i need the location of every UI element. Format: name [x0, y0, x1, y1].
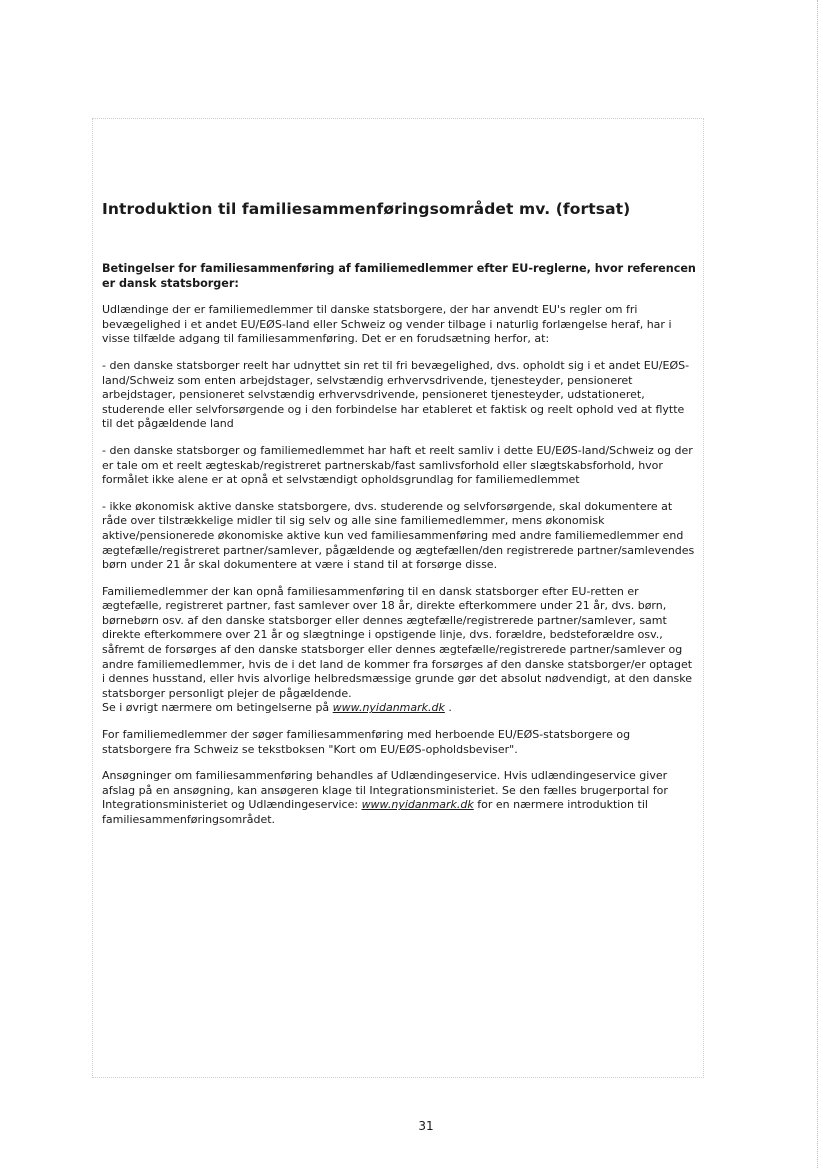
document-body — [102, 200, 698, 840]
page-title: Introduktion til familiesammenføringsområdet mv. (fortsat) — [102, 200, 631, 218]
condition-bullet-2: - den danske statsborger og familiemedlemmet har haft et reelt samliv i dette EU/EØS-land/Schweiz og der er tale om et reelt ægteskab/registreret partnerskab/fast samlivsforhold eller slægtskabsforhold, hvor formålet ikke alene er at opnå et selvstændigt opholdsgrundlag for familiemedlemmet — [102, 443, 693, 487]
intro-paragraph: Udlændinge der er familiemedlemmer til danske statsborgere, der har anvendt EU's regler om fri bevægelighed i et andet EU/EØS-land eller Schweiz og vender tilbage i naturlig forlængelse heraf, har i visse tilfælde adgang til familiesammenføring. Det er en forudsætning herfor, at: — [102, 303, 672, 346]
family-members-paragraph: Familiemedlemmer der kan opnå familiesammenføring til en dansk statsborger efter EU-retten er ægtefælle, registreret partner, fast samlever over 18 år, direkte efterkommere under 21 år, dvs. børn, børnebørn osv. af den danske statsborger eller dennes ægtefælle/registrerede partner/samlever, samt direkte efterkommere over 21 år og slægtninge i opstigende linje, dvs. forældre, bedsteforældre osv., såfremt de forsørges af den danske statsborger eller dennes ægtefælle/registrerede partner/samlever og andre familiemedlemmer, hvis de i det land de kommer fra forsørges af den danske statsborger/er optaget i dennes husstand, eller hvis alvorlige helbredsmæssige grunde gør det absolut nødvendigt, at den danske statsborger personligt plejer de pågældende. — [102, 584, 693, 700]
condition-bullet-3: - ikke økonomisk aktive danske statsborgere, dvs. studerende og selvforsørgende, skal dokumentere at råde over tilstrækkelige midler til sig selv og alle sine familiemedlemmer, mens økonomisk aktive/pensionerede økonomiske aktive kun ved familiesammenføring med andre familiemedlemmer end ægtefælle/registreret partner/samlever, pågældende og ægtefællen/den registrerede partner/samlevendes børn under 21 år skal dokumentere at være i stand til at forsørge disse. — [102, 499, 695, 572]
applications-paragraph — [102, 769, 698, 827]
applications-suffix: for en nærmere introduktion til familiesammenføringsområdet. — [102, 798, 648, 826]
see-more-text: Se i øvrigt nærmere om betingelserne på — [102, 701, 333, 715]
page-number: 31 — [418, 1119, 434, 1133]
see-more-paragraph — [102, 701, 698, 716]
condition-bullet-1: - den danske statsborger reelt har udnyttet sin ret til fri bevægelighed, dvs. opholdt sig i et andet EU/EØS-land/Schweiz som enten arbejdstager, selvstændig erhvervsdrivende, tjenesteyder, pensioneret arbejdstager, pensioneret selvstændig erhvervsdrivende, pensioneret tjenesteyder, udstationeret, studerende eller selvforsørgende og i den forbindelse har etableret et faktisk og reelt ophold ved at flytte til det pågældende land — [102, 358, 690, 431]
section-subheading: Betingelser for familiesammenføring af familiemedlemmer efter EU-reglerne, hvor referencen er dansk statsborger: — [102, 262, 696, 290]
applications-text: Ansøgninger om familiesammenføring behandles af Udlændingeservice. Hvis udlændingeservice giver afslag på en ansøgning, kan ansøgeren klage til Integrationsministeriet. Se den fælles brugerportal for Integrationsministeriet og Udlændingeservice: — [102, 769, 668, 812]
see-more-suffix: . — [444, 701, 452, 715]
nyidanmark-link-2[interactable]: www.nyidanmark.dk — [361, 798, 474, 812]
scan-edge-line — [817, 0, 818, 1168]
nyidanmark-link[interactable]: www.nyidanmark.dk — [332, 701, 445, 715]
eu-citizens-paragraph: For familiemedlemmer der søger familiesammenføring med herboende EU/EØS-statsborgere og statsborgere fra Schweiz se tekstboksen "Kort om EU/EØS-opholdsbeviser". — [102, 728, 631, 756]
